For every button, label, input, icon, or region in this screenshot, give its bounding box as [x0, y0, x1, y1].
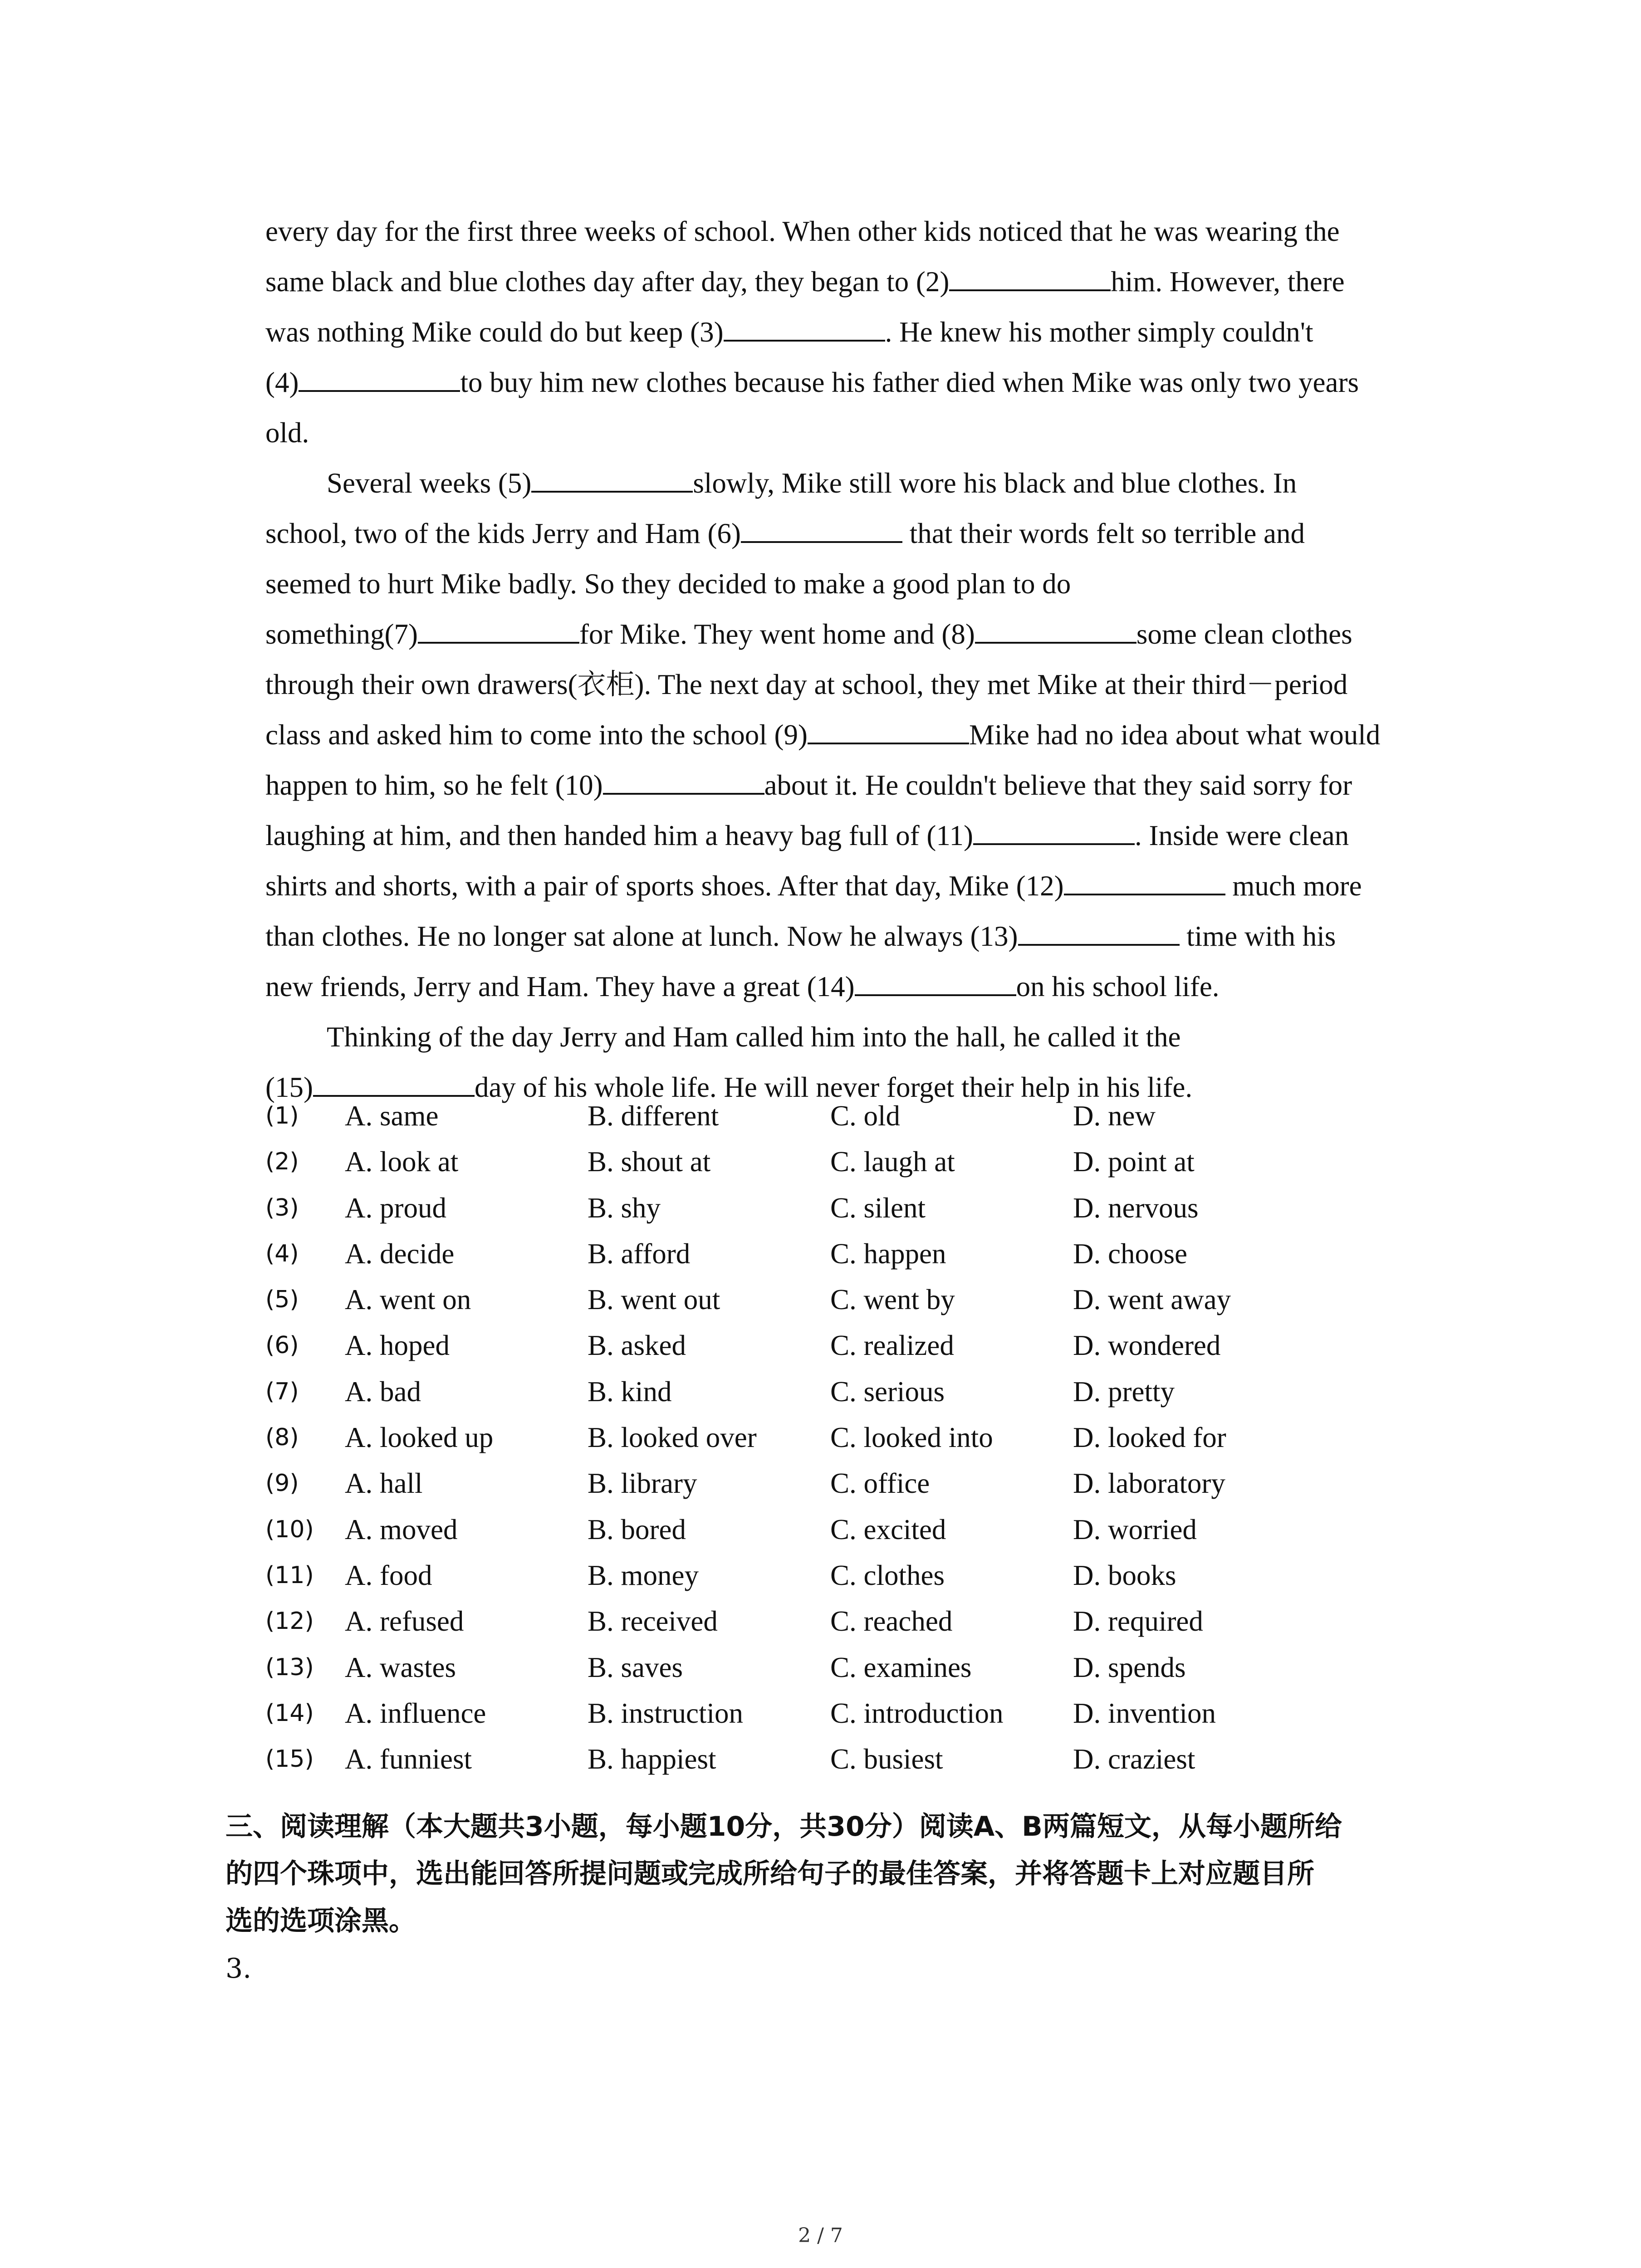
question-number: (7): [265, 1378, 299, 1405]
option-d: D. craziest: [1073, 1743, 1195, 1775]
option-c: C. happen: [830, 1237, 946, 1270]
option-b: B. shout at: [588, 1146, 711, 1178]
option-c: C. office: [830, 1467, 930, 1500]
option-row: [265, 1093, 1454, 1139]
option-c: C. introduction: [830, 1697, 1004, 1729]
answer-blank: [531, 465, 693, 493]
option-b: B. went out: [588, 1284, 720, 1316]
option-c: C. excited: [830, 1513, 946, 1545]
answer-blank: [299, 365, 460, 392]
option-row: [265, 1139, 1454, 1185]
answer-options-list: [265, 1093, 1454, 1782]
option-a: A. moved: [345, 1513, 458, 1545]
option-row: [265, 1323, 1454, 1369]
answer-blank: [741, 516, 902, 543]
section-heading-line: 选的选项涂黑。: [225, 1905, 416, 1937]
option-d: D. invention: [1073, 1697, 1216, 1729]
question-number: (15): [265, 1745, 314, 1773]
question-number: (3): [265, 1194, 299, 1222]
passage-line: something(7) for Mike. They went home and (8) some clean clothes: [265, 609, 1454, 660]
option-row: [265, 1185, 1454, 1231]
option-c: C. reached: [830, 1605, 953, 1637]
option-a: A. food: [345, 1559, 432, 1591]
passage-line: was nothing Mike could do but keep (3) . He knew his mother simply couldn't: [265, 307, 1454, 357]
question-number: (8): [265, 1424, 299, 1452]
option-a: A. refused: [345, 1605, 464, 1637]
option-a: A. wastes: [345, 1651, 456, 1683]
passage-line: shirts and shorts, with a pair of sports shoes. After that day, Mike (12) much more: [265, 861, 1454, 911]
passage-line: every day for the first three weeks of school. When other kids noticed that he was wearing the: [265, 215, 1340, 247]
option-d: D. wondered: [1073, 1330, 1221, 1362]
page-number: 2 / 7: [798, 2224, 843, 2247]
option-d: D. nervous: [1073, 1192, 1199, 1224]
option-a: A. funniest: [345, 1743, 472, 1775]
option-d: D. new: [1073, 1100, 1156, 1132]
option-c: C. laugh at: [830, 1146, 955, 1178]
option-d: D. spends: [1073, 1651, 1186, 1683]
question-number: (11): [265, 1561, 314, 1589]
option-d: D. pretty: [1073, 1375, 1175, 1408]
option-row: [265, 1598, 1454, 1644]
option-a: A. influence: [345, 1697, 486, 1729]
option-row: [265, 1369, 1454, 1415]
option-d: D. went away: [1073, 1284, 1231, 1316]
option-row: [265, 1277, 1454, 1323]
option-row: [265, 1231, 1454, 1277]
question-number: (14): [265, 1699, 314, 1727]
option-d: D. looked for: [1073, 1422, 1226, 1454]
option-b: B. afford: [588, 1237, 691, 1270]
option-b: B. money: [588, 1559, 699, 1591]
answer-blank: [949, 264, 1111, 291]
answer-blank: [313, 1070, 475, 1097]
option-b: B. looked over: [588, 1422, 757, 1454]
option-c: C. silent: [830, 1192, 926, 1224]
answer-blank: [1064, 868, 1225, 895]
answer-blank: [418, 616, 579, 644]
passage-line: class and asked him to come into the school (9) Mike had no idea about what would: [265, 710, 1454, 760]
option-row: [265, 1461, 1454, 1506]
section-heading-line: 的四个珠项中，选出能回答所提问题或完成所给句子的最佳答案，并将答题卡上对应题目所: [225, 1858, 1314, 1890]
answer-blank: [975, 616, 1136, 644]
passage-line: Several weeks (5) slowly, Mike still wore his black and blue clothes. In: [265, 458, 1454, 508]
passage-line: same black and blue clothes day after day, they began to (2) him. However, there: [265, 257, 1454, 307]
answer-blank: [603, 767, 764, 795]
section-heading: [225, 1803, 1460, 1945]
answer-blank: [855, 969, 1016, 996]
passage-line: (4) to buy him new clothes because his father died when Mike was only two years: [265, 357, 1454, 408]
option-a: A. same: [345, 1100, 439, 1132]
question-number: (5): [265, 1286, 299, 1314]
option-a: A. look at: [345, 1146, 459, 1178]
option-d: D. worried: [1073, 1513, 1197, 1545]
option-b: B. library: [588, 1467, 697, 1500]
option-row: [265, 1736, 1454, 1782]
passage-line: new friends, Jerry and Ham. They have a great (14) on his school life.: [265, 962, 1454, 1012]
passage-line: old.: [265, 417, 309, 449]
option-c: C. examines: [830, 1651, 972, 1683]
passage-line: seemed to hurt Mike badly. So they decided to make a good plan to do: [265, 568, 1071, 600]
option-row: [265, 1415, 1454, 1461]
option-c: C. realized: [830, 1330, 954, 1362]
question-number: 3.: [225, 1953, 252, 1984]
passage-line: (15) day of his whole life. He will never forget their help in his life.: [265, 1062, 1454, 1113]
option-c: C. serious: [830, 1375, 945, 1408]
question-number: (9): [265, 1470, 299, 1497]
option-d: D. point at: [1073, 1146, 1195, 1178]
passage-line: Thinking of the day Jerry and Ham called him into the hall, he called it the: [327, 1021, 1181, 1053]
option-b: B. happiest: [588, 1743, 716, 1775]
option-b: B. received: [588, 1605, 718, 1637]
option-row: [265, 1691, 1454, 1736]
option-a: A. decide: [345, 1237, 455, 1270]
option-a: A. bad: [345, 1375, 421, 1408]
option-b: B. saves: [588, 1651, 683, 1683]
question-number: (13): [265, 1653, 314, 1681]
option-b: B. asked: [588, 1330, 686, 1362]
option-a: A. looked up: [345, 1422, 494, 1454]
question-number: (4): [265, 1240, 299, 1267]
question-number: (2): [265, 1148, 299, 1176]
question-number: (10): [265, 1515, 314, 1543]
answer-blank: [808, 717, 969, 744]
option-c: C. looked into: [830, 1422, 993, 1454]
section-heading-line: 三、阅读理解（本大题共3小题，每小题10分，共30分）阅读A、B两篇短文，从每小题所给: [225, 1811, 1342, 1843]
option-b: B. shy: [588, 1192, 661, 1224]
option-a: A. hoped: [345, 1330, 450, 1362]
option-c: C. old: [830, 1100, 901, 1132]
passage-line: through their own drawers(衣柜). The next day at school, they met Mike at their third－period: [265, 669, 1348, 700]
option-row: [265, 1645, 1454, 1691]
answer-blank: [724, 314, 885, 342]
option-b: B. instruction: [588, 1697, 743, 1729]
option-b: B. kind: [588, 1375, 672, 1408]
option-d: D. laboratory: [1073, 1467, 1225, 1500]
passage-line: school, two of the kids Jerry and Ham (6) that their words felt so terrible and: [265, 508, 1454, 559]
option-b: B. different: [588, 1100, 719, 1132]
option-a: A. proud: [345, 1192, 446, 1224]
passage-line: laughing at him, and then handed him a heavy bag full of (11) . Inside were clean: [265, 811, 1454, 861]
passage-line: happen to him, so he felt (10) about it. He couldn't believe that they said sorry for: [265, 760, 1454, 811]
cloze-passage: [265, 206, 1454, 1113]
option-d: D. books: [1073, 1559, 1176, 1591]
option-d: D. choose: [1073, 1237, 1187, 1270]
option-c: C. clothes: [830, 1559, 945, 1591]
answer-blank: [973, 818, 1135, 845]
option-a: A. went on: [345, 1284, 471, 1316]
passage-line: than clothes. He no longer sat alone at lunch. Now he always (13) time with his: [265, 911, 1454, 962]
option-b: B. bored: [588, 1513, 686, 1545]
question-number: (6): [265, 1332, 299, 1359]
question-number: (12): [265, 1608, 314, 1635]
option-c: C. busiest: [830, 1743, 943, 1775]
option-row: [265, 1507, 1454, 1553]
answer-blank: [1018, 919, 1180, 946]
option-a: A. hall: [345, 1467, 423, 1500]
question-number: (1): [265, 1102, 299, 1129]
option-d: D. required: [1073, 1605, 1203, 1637]
option-c: C. went by: [830, 1284, 955, 1316]
option-row: [265, 1553, 1454, 1598]
